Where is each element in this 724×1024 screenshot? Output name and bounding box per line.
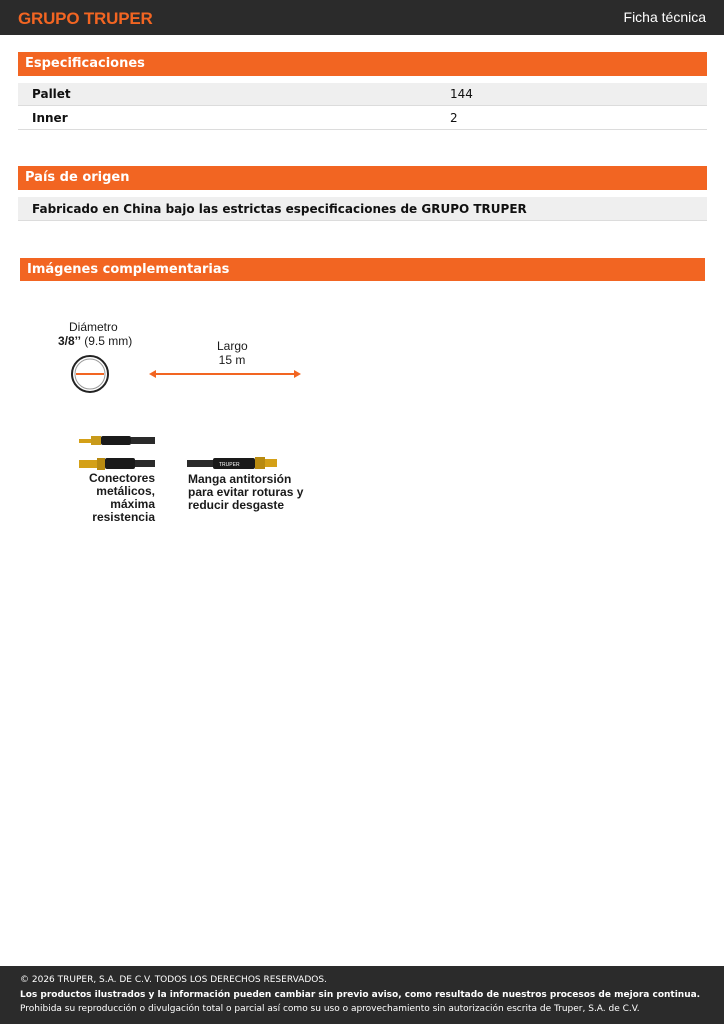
diameter-mm: (9.5 mm) [84, 334, 133, 348]
diameter-value: 3/8’’ [58, 334, 81, 348]
sleeve-caption [188, 473, 308, 512]
origin-text: Fabricado en China bajo las estrictas especificaciones de GRUPO TRUPER [18, 197, 707, 221]
section-header-imagenes-complementarias: Imágenes complementarias [20, 258, 705, 281]
connectors-caption [57, 472, 155, 524]
brand-logo: GRUPO TRUPER [18, 9, 153, 28]
caption-line: resistencia [92, 510, 155, 524]
caption-line: reducir desgaste [188, 498, 285, 512]
caption-line: metálicos, máxima [96, 484, 155, 511]
section-header-especificaciones: Especificaciones [18, 52, 707, 76]
caption-line: Conectores [88, 471, 155, 485]
hose-cross-section-icon [72, 356, 108, 392]
spec-row-pallet [18, 83, 707, 106]
sleeve-brand-text: TRUPER [219, 462, 240, 468]
complementary-image [55, 318, 315, 524]
footer [0, 966, 724, 1024]
spec-value: 144 [450, 87, 473, 101]
footer-copyright: © 2026 TRUPER, S.A. DE C.V. TODOS LOS DERECHOS RESERVADOS. [20, 975, 327, 985]
spec-row-inner [18, 107, 707, 130]
spec-label: Pallet [32, 87, 71, 101]
metal-connector-icon [79, 436, 155, 470]
spec-value: 2 [450, 111, 458, 125]
length-label: Largo [217, 339, 248, 353]
caption-line: Manga antitorsión [188, 472, 292, 486]
length-value: 15 m [218, 353, 246, 367]
footer-legal: Prohibida su reproducción o divulgación total o parcial así como su uso o aprovechamiento sin autorización escrita de Truper, S.A. de C.V. [20, 1004, 640, 1014]
caption-line: para evitar roturas y [188, 485, 304, 499]
section-header-pais-de-origen: País de origen [18, 166, 707, 190]
top-bar [0, 0, 724, 35]
spec-label: Inner [32, 111, 68, 125]
length-arrow-icon [149, 370, 301, 378]
diameter-label: Diámetro [69, 320, 118, 334]
document-type-title: Ficha técnica [623, 9, 706, 25]
footer-disclaimer: Los productos ilustrados y la información pueden cambiar sin previo aviso, como resultado de nuestros procesos de mejora continua. [20, 990, 701, 1000]
